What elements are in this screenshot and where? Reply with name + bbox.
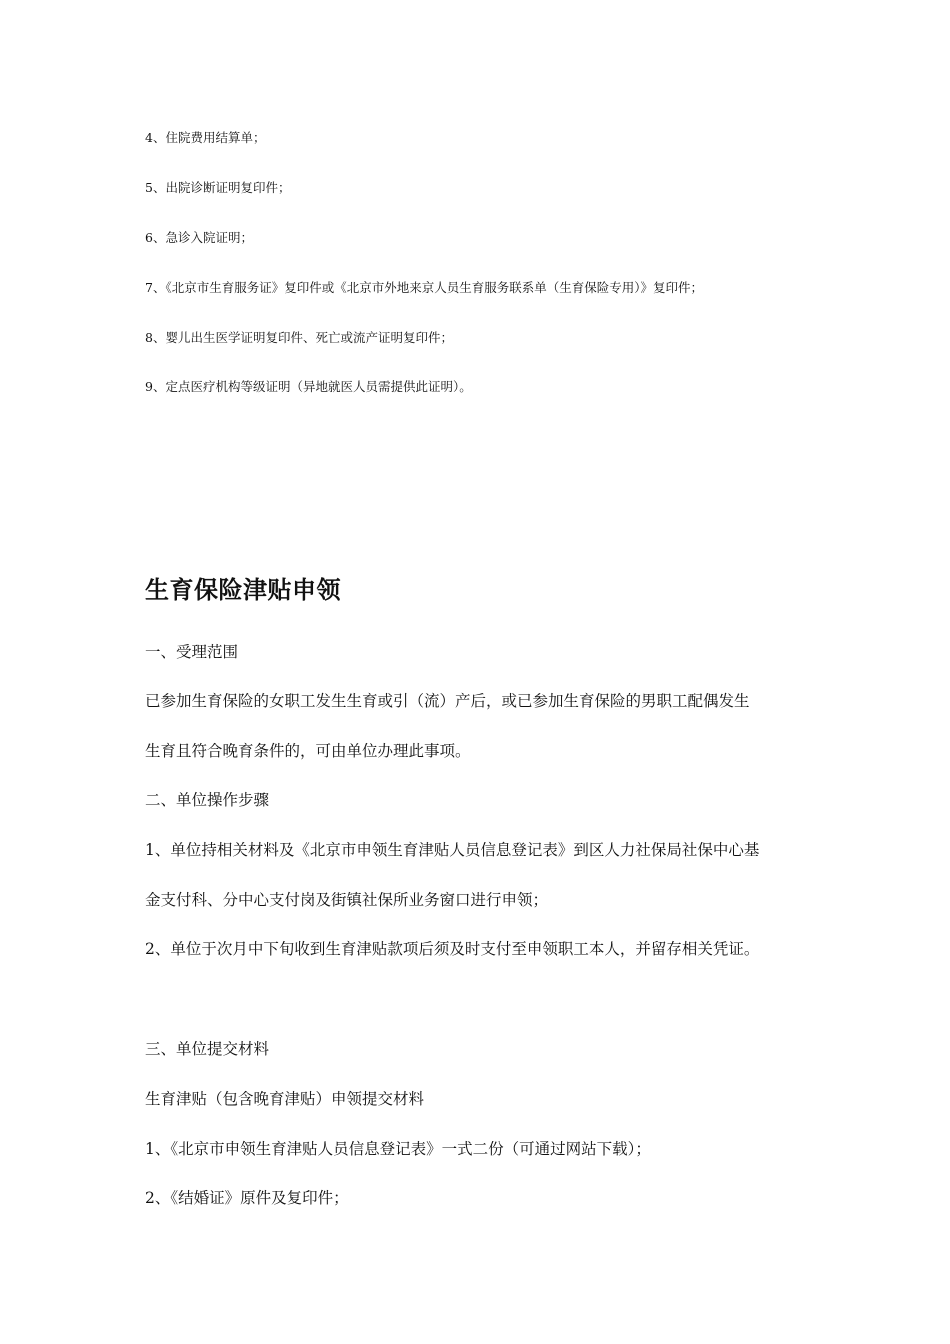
materials-heading: 三、单位提交材料 [145, 1040, 270, 1058]
step-1-line-2: 金支付科、分中心支付岗及街镇社保所业务窗口进行申领； [145, 891, 549, 909]
steps-heading: 二、单位操作步骤 [145, 791, 270, 809]
list-item-discharge-diagnosis: 5、出院诊断证明复印件； [145, 180, 291, 195]
step-2: 2、单位于次月中下旬收到生育津贴款项后须及时支付至申领职工本人，并留存相关凭证。 [145, 940, 760, 958]
material-item-registration-form: 1、《北京市申领生育津贴人员信息登记表》一式二份（可通过网站下载）； [145, 1140, 651, 1158]
scope-text-line-2: 生育且符合晚育条件的，可由单位办理此事项。 [145, 742, 471, 760]
list-item-birth-service-certificate: 7、《北京市生育服务证》复印件或《北京市外地来京人员生育服务联系单（生育保险专用）》复印件； [145, 280, 703, 295]
materials-subheading: 生育津贴（包含晚育津贴）申领提交材料 [145, 1090, 425, 1108]
list-item-emergency-admission: 6、急诊入院证明； [145, 230, 253, 245]
list-item-hospital-grade-certificate: 9、定点医疗机构等级证明（异地就医人员需提供此证明）。 [145, 379, 472, 394]
section-title: 生育保险津贴申领 [145, 576, 341, 604]
list-item-birth-death-certificate: 8、婴儿出生医学证明复印件、死亡或流产证明复印件； [145, 330, 453, 345]
scope-text-line-1: 已参加生育保险的女职工发生生育或引（流）产后，或已参加生育保险的男职工配偶发生 [145, 692, 750, 710]
material-item-marriage-certificate: 2、《结婚证》原件及复印件； [145, 1189, 349, 1207]
scope-heading: 一、受理范围 [145, 643, 239, 661]
list-item-hospital-bill: 4、住院费用结算单； [145, 130, 266, 145]
step-1-line-1: 1、单位持相关材料及《北京市申领生育津贴人员信息登记表》到区人力社保局社保中心基 [145, 841, 760, 859]
